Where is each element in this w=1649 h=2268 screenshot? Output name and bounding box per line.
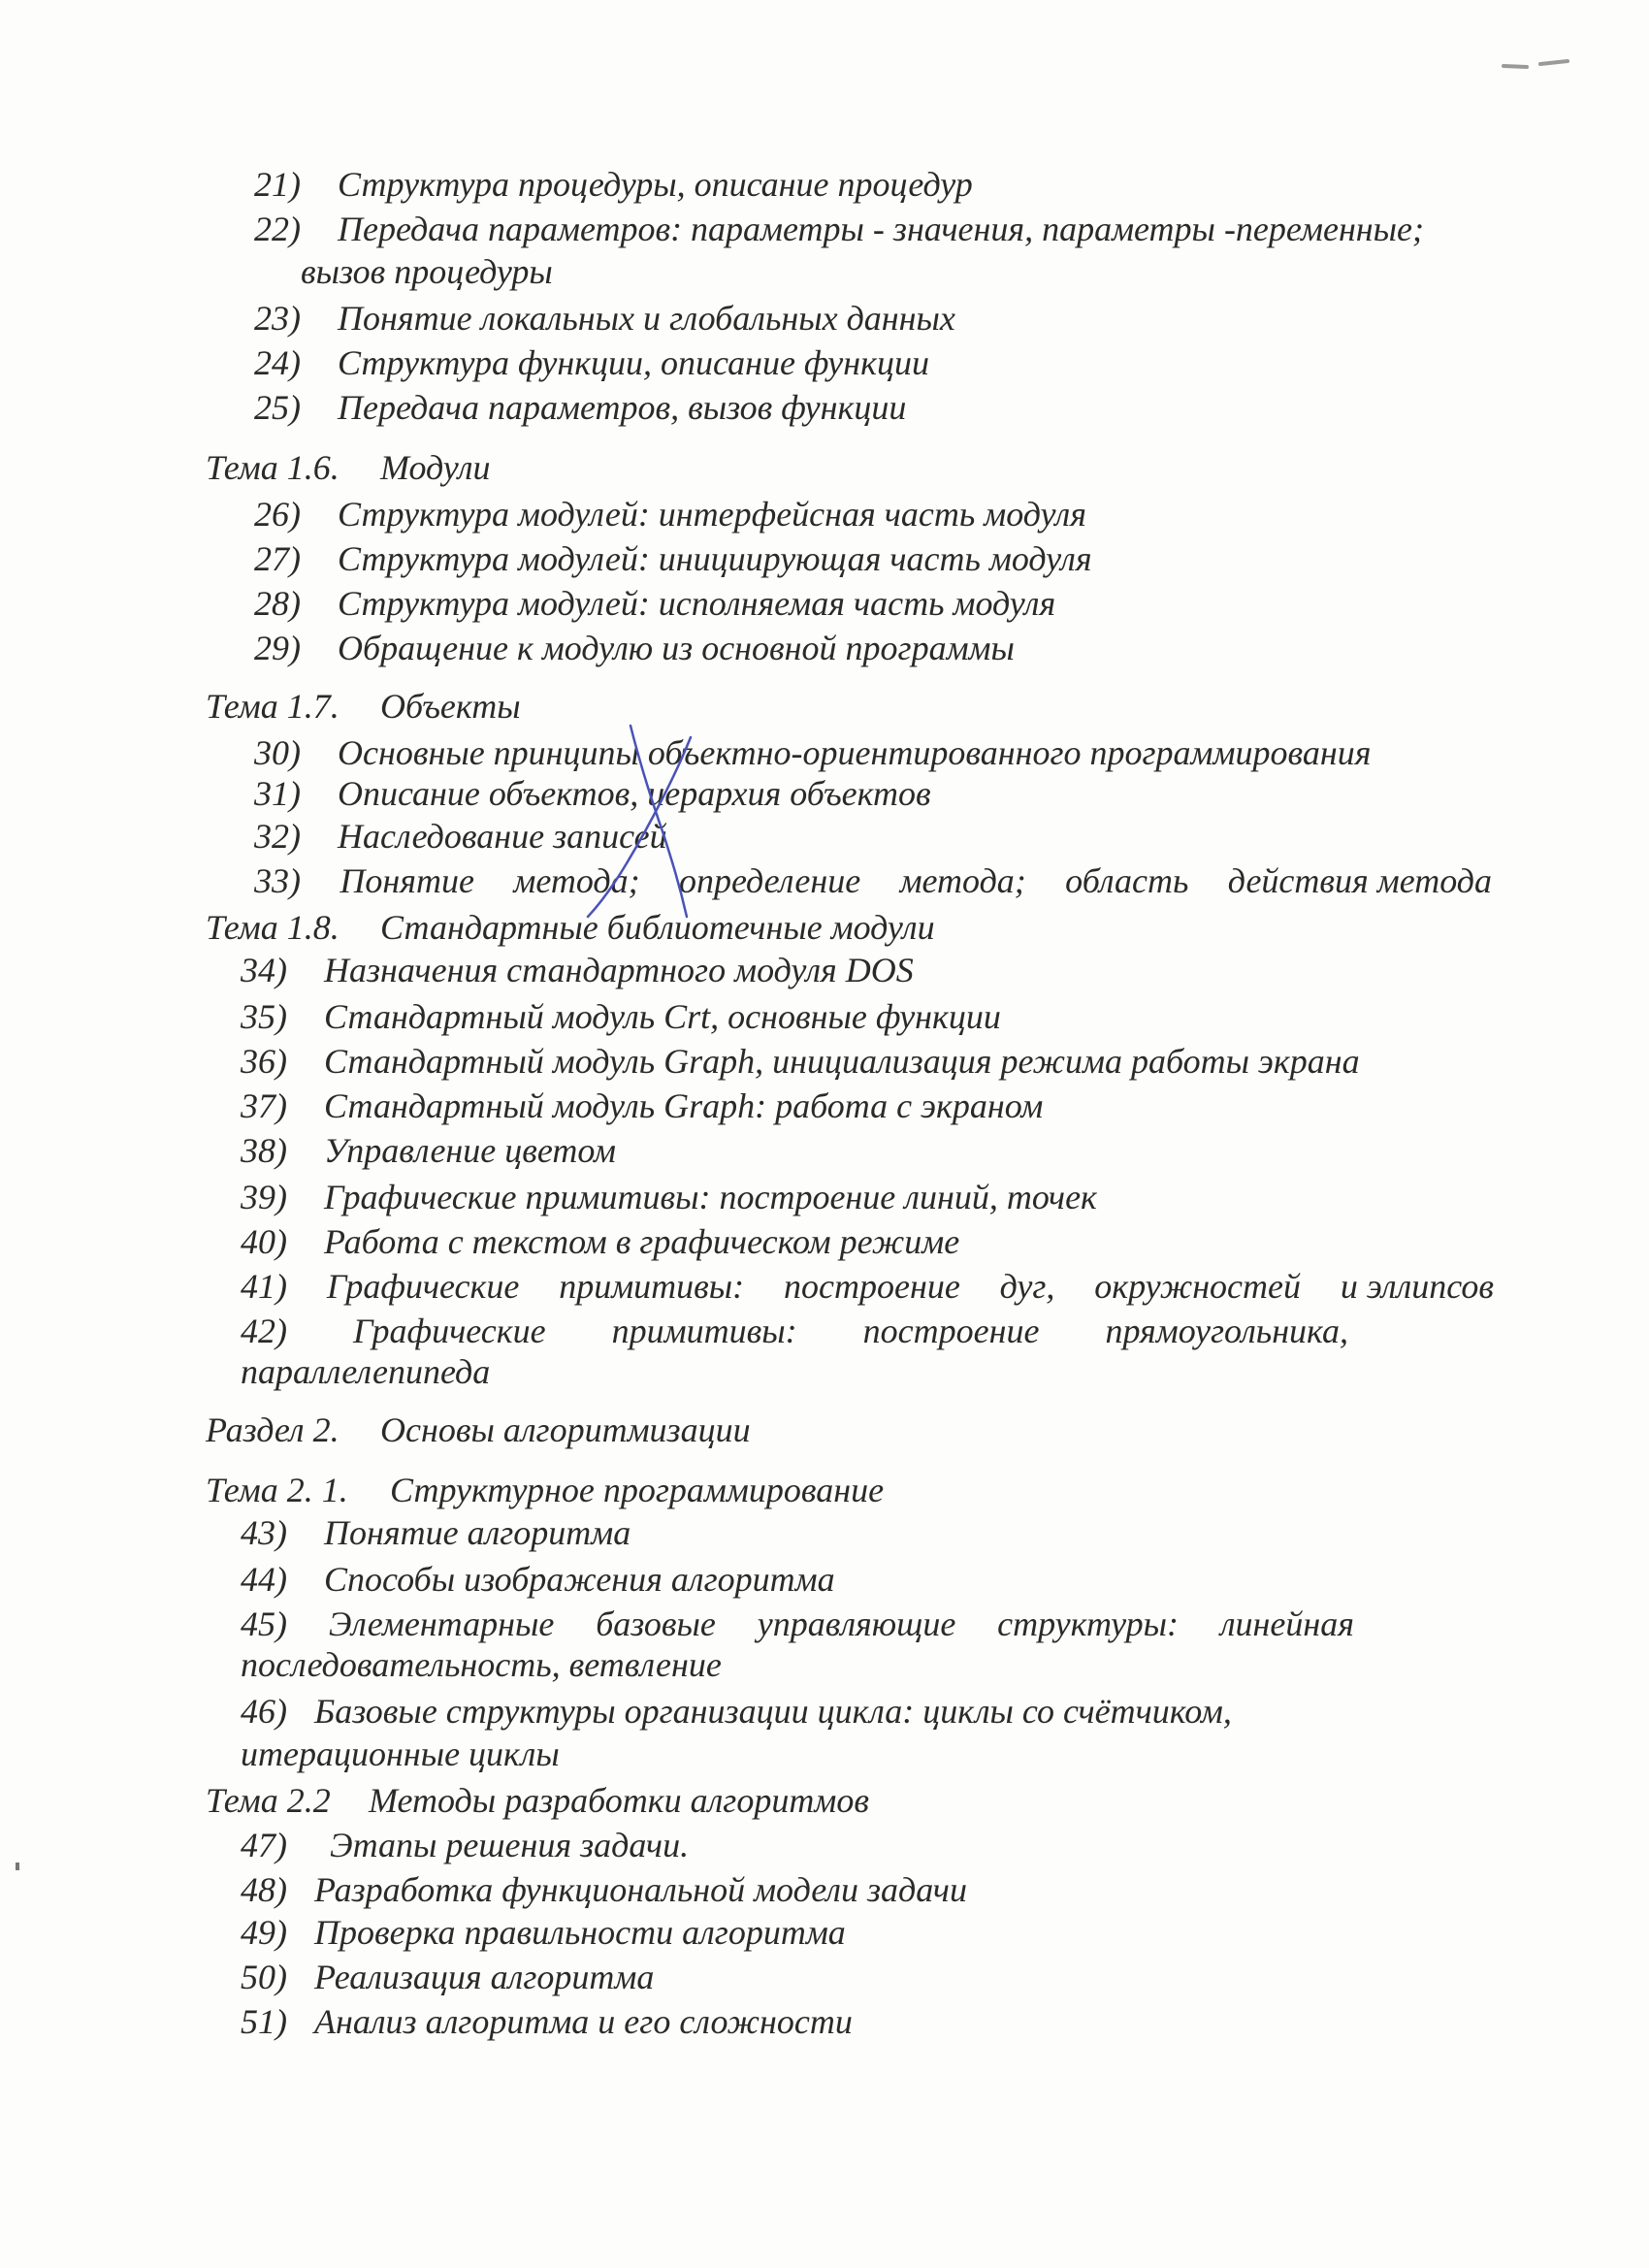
heading-title: Методы разработки алгоритмов (369, 1781, 869, 1820)
item-text: Проверка правильности алгоритма (314, 1913, 846, 1952)
item-number: 35) (241, 997, 287, 1036)
list-item-continuation (301, 250, 553, 293)
item-number: 26) (254, 495, 301, 534)
list-item (241, 1220, 959, 1263)
item-word: метода; (513, 861, 640, 900)
item-number: 34) (241, 951, 287, 989)
item-number: 47) (241, 1826, 287, 1864)
list-item (241, 1956, 654, 1998)
item-word: Графические (353, 1312, 546, 1350)
item-text: Передача параметров, вызов функции (338, 388, 907, 427)
item-text: Назначения стандартного модуля DOS (324, 951, 914, 989)
item-word: управляющие (757, 1604, 956, 1643)
item-number: 33) (254, 861, 301, 900)
section-heading (206, 1409, 751, 1451)
item-number: 29) (254, 629, 301, 667)
list-item (254, 627, 1015, 669)
list-item (254, 582, 1055, 625)
heading-tag: Тема 1.8. (206, 908, 340, 947)
heading-tag: Тема 1.7. (206, 687, 340, 726)
item-text: Управление цветом (324, 1131, 616, 1170)
item-number: 49) (241, 1913, 287, 1952)
list-item-justified (241, 1265, 1494, 1308)
item-text: Работа с текстом в графическом режиме (324, 1222, 960, 1261)
heading-title: Основы алгоритмизации (380, 1410, 751, 1449)
item-number: 23) (254, 299, 301, 338)
list-item (254, 341, 929, 384)
section-heading (206, 1469, 884, 1511)
item-number: 32) (254, 817, 301, 856)
heading-tag: Тема 2.2 (206, 1781, 331, 1820)
list-item (254, 386, 906, 429)
list-item (241, 1558, 835, 1601)
heading-title: Модули (380, 448, 491, 487)
item-text: Описание объектов, иерархия объектов (338, 774, 931, 813)
list-item (241, 1824, 689, 1866)
heading-title: Структурное программирование (390, 1471, 885, 1509)
item-number: 46) (241, 1692, 287, 1731)
item-text: Стандартный модуль Graph: работа с экраном (324, 1086, 1044, 1125)
list-item-justified (241, 1310, 1348, 1352)
item-word: Графические (326, 1267, 520, 1306)
item-text: Наследование записей (338, 817, 667, 856)
item-number: 48) (241, 1870, 287, 1909)
item-number: 45) (241, 1604, 287, 1643)
item-text: Понятие локальных и глобальных данных (338, 299, 955, 338)
item-text: Стандартный модуль Graph, инициализация режима работы экрана (324, 1042, 1360, 1081)
heading-title: Объекты (380, 687, 521, 726)
section-heading (206, 1779, 869, 1822)
scan-speck (16, 1863, 19, 1870)
item-text: Базовые структуры организации цикла: циклы со счётчиком, (314, 1692, 1232, 1731)
list-item-justified (254, 859, 1492, 902)
list-item (254, 163, 973, 206)
list-item (241, 1690, 1232, 1733)
item-text: Графические примитивы: построение линий, точек (324, 1178, 1097, 1216)
list-item (241, 1085, 1043, 1127)
section-heading (206, 906, 935, 949)
list-item-justified (241, 1603, 1354, 1645)
item-word: Элементарные (328, 1604, 555, 1643)
item-number: 22) (254, 210, 301, 248)
list-item-continuation (241, 1350, 490, 1393)
item-number: 42) (241, 1312, 287, 1350)
list-item (241, 1040, 1360, 1083)
scan-smudge (1502, 54, 1569, 74)
item-text: Структура функции, описание функции (338, 343, 929, 382)
item-text: итерационные циклы (241, 1734, 560, 1773)
item-text: Понятие алгоритма (324, 1513, 631, 1552)
heading-title: Стандартные библиотечные модули (380, 908, 935, 947)
item-word: область (1065, 861, 1189, 900)
list-item (241, 949, 914, 991)
item-word: дуг, (999, 1267, 1055, 1306)
item-word: примитивы: (611, 1312, 797, 1350)
item-text: Обращение к модулю из основной программы (338, 629, 1015, 667)
item-number: 27) (254, 539, 301, 578)
item-number: 37) (241, 1086, 287, 1125)
list-item-continuation (241, 1643, 722, 1686)
item-text: Стандартный модуль Crt, основные функции (324, 997, 1001, 1036)
item-number: 36) (241, 1042, 287, 1081)
item-text: вызов процедуры (301, 252, 553, 291)
list-item (254, 493, 1086, 535)
heading-tag: Тема 2. 1. (206, 1471, 348, 1509)
item-word: метода; (899, 861, 1026, 900)
list-item (241, 1176, 1097, 1218)
item-number: 25) (254, 388, 301, 427)
list-item (254, 537, 1092, 580)
list-item (241, 1868, 967, 1911)
item-word: окружностей (1094, 1267, 1302, 1306)
item-text: параллелепипеда (241, 1352, 491, 1391)
item-word: построение (784, 1267, 960, 1306)
item-number: 30) (254, 733, 301, 772)
list-item-continuation (241, 1733, 560, 1775)
item-word: прямоугольника, (1105, 1312, 1348, 1350)
item-number: 28) (254, 584, 301, 623)
list-item (241, 1129, 616, 1172)
item-text: Анализ алгоритма и его сложности (314, 2002, 853, 2041)
heading-tag: Раздел 2. (206, 1410, 340, 1449)
item-text: Реализация алгоритма (314, 1958, 655, 1996)
item-text: Передача параметров: параметры - значения, параметры -переменные; (338, 210, 1425, 248)
item-number: 41) (241, 1267, 287, 1306)
item-text: Разработка функциональной модели задачи (314, 1870, 967, 1909)
item-number: 39) (241, 1178, 287, 1216)
item-word: линейная (1219, 1604, 1354, 1643)
item-text: Структура модулей: исполняемая часть модуля (338, 584, 1056, 623)
item-word: действия метода (1227, 861, 1492, 900)
item-text: Способы изображения алгоритма (324, 1560, 835, 1599)
item-word: примитивы: (559, 1267, 745, 1306)
item-text: последовательность, ветвление (241, 1645, 722, 1684)
section-heading (206, 446, 490, 489)
list-item (241, 1911, 846, 1954)
item-number: 40) (241, 1222, 287, 1261)
list-item (241, 1511, 630, 1554)
item-word: и эллипсов (1340, 1267, 1494, 1306)
heading-tag: Тема 1.6. (206, 448, 340, 487)
item-text: Структура модулей: интерфейсная часть модуля (338, 495, 1086, 534)
list-item (241, 995, 1001, 1038)
item-number: 44) (241, 1560, 287, 1599)
item-number: 31) (254, 774, 301, 813)
list-item (254, 731, 1371, 774)
section-heading (206, 685, 521, 728)
list-item (254, 208, 1424, 250)
list-item (241, 2000, 853, 2043)
item-number: 38) (241, 1131, 287, 1170)
item-word: построение (862, 1312, 1040, 1350)
pen-cross-mark (582, 718, 718, 922)
item-number: 50) (241, 1958, 287, 1996)
item-word: структуры: (997, 1604, 1179, 1643)
item-text: Структура процедуры, описание процедур (338, 165, 973, 204)
item-word: базовые (596, 1604, 716, 1643)
item-number: 24) (254, 343, 301, 382)
item-number: 21) (254, 165, 301, 204)
item-text: Структура модулей: инициирующая часть модуля (338, 539, 1092, 578)
item-text: Этапы решения задачи. (330, 1826, 690, 1864)
item-text: Основные принципы объектно-ориентированного программирования (338, 733, 1372, 772)
list-item (254, 297, 955, 340)
item-number: 43) (241, 1513, 287, 1552)
item-number: 51) (241, 2002, 287, 2041)
item-word: определение (678, 861, 861, 900)
item-word: Понятие (340, 861, 474, 900)
